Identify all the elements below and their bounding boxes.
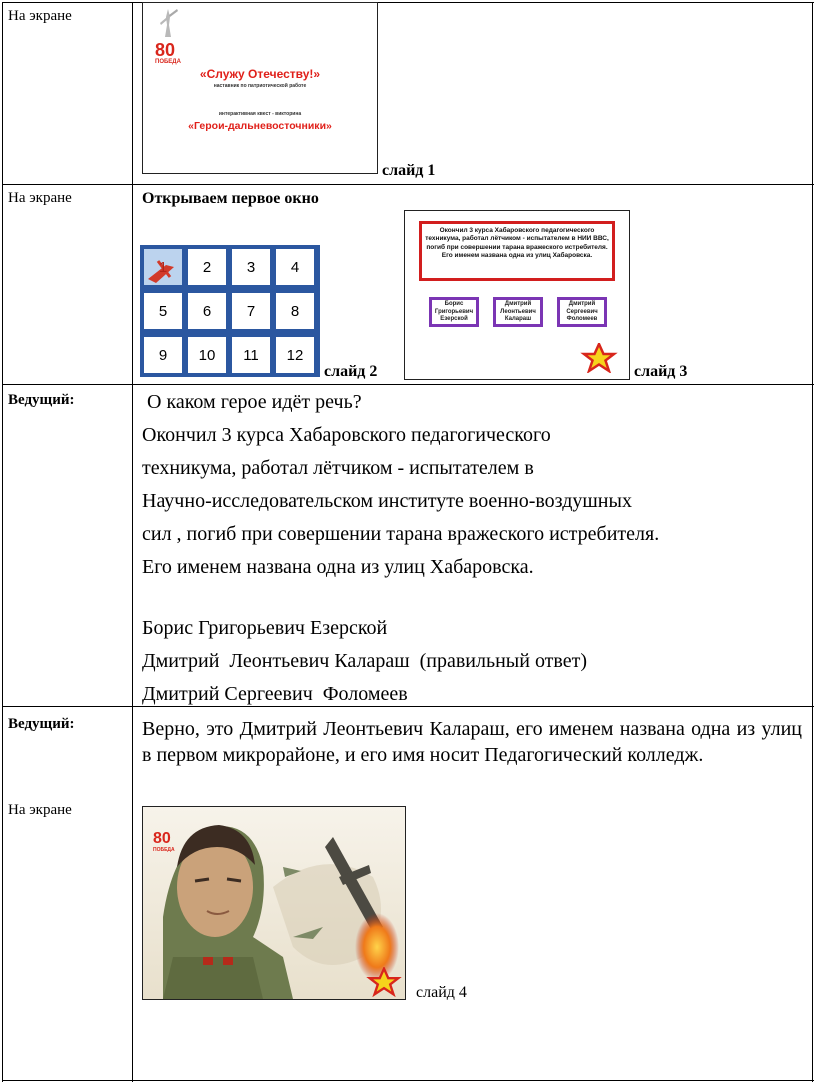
text-line: Научно-исследовательском институте военно-воздушных [142, 490, 632, 512]
grid-cell[interactable]: 11 [231, 336, 271, 374]
grid-cell[interactable]: 4 [275, 248, 315, 286]
slide-4-thumbnail [142, 806, 406, 1000]
row-label: Ведущий: [8, 392, 75, 408]
grid-cell[interactable]: 8 [275, 292, 315, 330]
answer-option[interactable]: Дмитрий Сергеевич Фоломеев [557, 297, 607, 327]
row-divider [2, 384, 814, 385]
slide-3-thumbnail [404, 210, 630, 380]
column-divider [132, 2, 133, 1082]
star-icon[interactable] [579, 343, 619, 373]
slide-3-question: Окончил 3 курса Хабаровского педагогического техникума, работал лётчиком - испытателем в НИИ ВВС, погиб при совершении тарана вражеского истребителя. Его именем названа одна из улиц Хабаровска. [419, 221, 615, 281]
answer-line: Борис Григорьевич Езерской [142, 617, 388, 639]
text-line: Окончил 3 курса Хабаровского педагогического [142, 424, 551, 446]
table-border-bottom [2, 1080, 814, 1081]
grid-cell[interactable]: 6 [187, 292, 227, 330]
answer-list [142, 612, 587, 711]
answer-option[interactable]: Дмитрий Леонтьевич Калараш [493, 297, 543, 327]
logo-pobeda: ПОБЕДА [153, 847, 175, 853]
text-line: О каком герое идёт речь? [142, 391, 362, 413]
slide-1-subtitle: наставник по патриотической работе [213, 83, 307, 89]
slide-1-thumbnail [142, 2, 378, 174]
table-border-left [2, 2, 3, 1082]
grid-cell[interactable]: 2 [187, 248, 227, 286]
text-line: Его именем названа одна из улиц Хабаровска. [142, 556, 534, 578]
logo-80: 80 [155, 40, 176, 60]
text-line: сил , погиб при совершении тарана вражеского истребителя. [142, 523, 660, 545]
table-border-right [812, 2, 813, 1082]
row-label: На экране [8, 190, 72, 206]
slide-1-quiz-title: «Герои-дальневосточники» [188, 120, 332, 132]
grid-cell[interactable]: 3 [231, 248, 271, 286]
host-answer: Верно, это Дмитрий Леонтьевич Калараш, его именем названа одна из улиц в первом микрорайоне, и его имя носит Педагогический колледж. [142, 718, 802, 766]
row-divider [2, 184, 814, 185]
grid-cell[interactable]: 5 [143, 292, 183, 330]
text-line: техникума, работал лётчиком - испытателем в [142, 457, 534, 479]
slide-1-title: «Служу Отечеству!» [199, 67, 321, 81]
grid-cell[interactable]: 9 [143, 336, 183, 374]
grid-cell[interactable]: 10 [187, 336, 227, 374]
slide-1-caption: слайд 1 [382, 162, 436, 179]
slide-3-caption: слайд 3 [634, 363, 688, 380]
answer-line: Дмитрий Сергеевич Фоломеев [142, 683, 408, 705]
grid-cell[interactable]: 1 [143, 248, 183, 286]
logo-80: 80 [153, 830, 171, 847]
host-question [142, 386, 659, 584]
grid-cell[interactable]: 12 [275, 336, 315, 374]
answer-option[interactable]: Борис Григорьевич Езерской [429, 297, 479, 327]
slide-4-caption: слайд 4 [416, 984, 467, 1001]
row-label: Ведущий: [8, 716, 75, 732]
grid-cell[interactable]: 7 [231, 292, 271, 330]
answer-line: Дмитрий Леонтьевич Калараш (правильный ответ) [142, 650, 588, 672]
star-icon[interactable] [365, 967, 403, 997]
row-label: На экране [8, 802, 72, 818]
slide-2-heading: Открываем первое окно [142, 190, 319, 207]
logo-pobeda: ПОБЕДА [155, 59, 181, 65]
slide-2-grid [140, 245, 320, 377]
slide-2-caption: слайд 2 [324, 363, 378, 380]
table-border-top [2, 2, 814, 3]
row-label: На экране [8, 8, 72, 24]
slide-1-quiz-type: интерактивная квест - викторина [218, 111, 302, 117]
